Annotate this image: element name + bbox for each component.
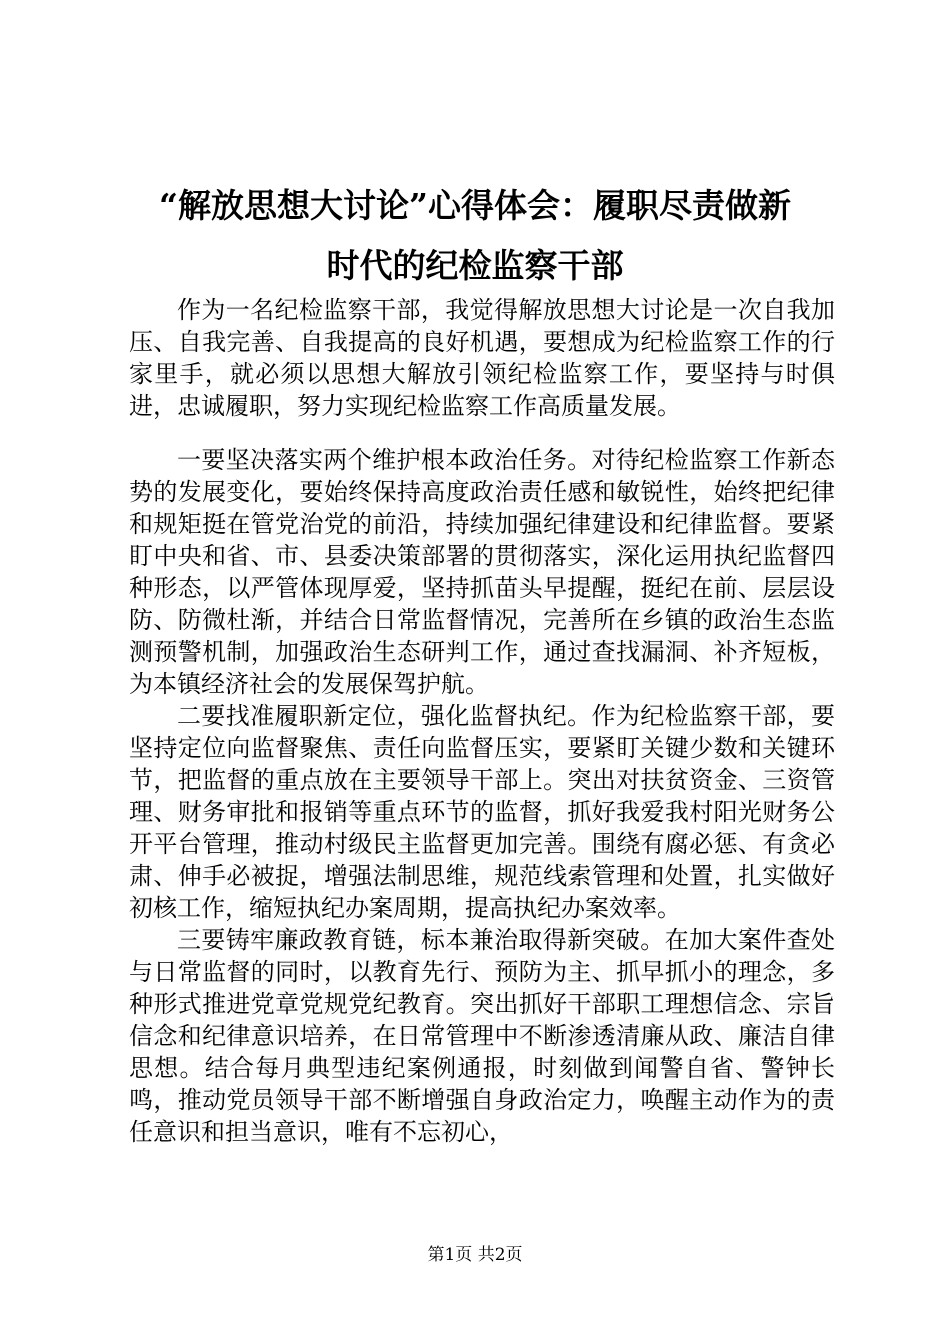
document-body (129, 294, 835, 1148)
page-footer: 第1页 共2页 (427, 1245, 523, 1265)
document-title-line-2: 时代的纪检监察干部 (326, 246, 624, 285)
paragraph-point-3: 三要铸牢廉政教育链，标本兼治取得新突破。在加大案件查处与日常监督的同时，以教育先行、预防为主、抓早抓小的理念，多种形式推进党章党规党纪教育。突出抓好干部职工理想信念、宗旨信念和纪律意识培养，在日常管理中不断渗透清廉从政、廉洁自律思想。结合每月典型违纪案例通报，时刻做到闻警自省、警钟长鸣，推动党员领导干部不断增强自身政治定力，唤醒主动作为的责任意识和担当意识，唯有不忘初心， (129, 926, 835, 1146)
paragraph-point-2: 二要找准履职新定位，强化监督执纪。作为纪检监察干部，要坚持定位向监督聚焦、责任向监督压实，要紧盯关键少数和关键环节，把监督的重点放在主要领导干部上。突出对扶贫资金、三资管理、财务审批和报销等重点环节的监督，抓好我爱我村阳光财务公开平台管理，推动村级民主监督更加完善。围绕有腐必惩、有贪必肃、伸手必被捉，增强法制思维，规范线索管理和处置，扎实做好初核工作，缩短执纪办案周期，提高执纪办案效率。 (129, 702, 835, 922)
paragraph-intro: 作为一名纪检监察干部，我觉得解放思想大讨论是一次自我加压、自我完善、自我提高的良好机遇，要想成为纪检监察工作的行家里手，就必须以思想大解放引领纪检监察工作，要坚持与时俱进，忠诚履职，努力实现纪检监察工作高质量发展。 (129, 296, 835, 420)
document-title-line-1: “解放思想大讨论”心得体会：履职尽责做新 (159, 186, 791, 225)
paragraph-point-1: 一要坚决落实两个维护根本政治任务。对待纪检监察工作新态势的发展变化，要始终保持高度政治责任感和敏锐性，始终把纪律和规矩挺在管党治党的前沿，持续加强纪律建设和纪律监督。要紧盯中央和省、市、县委决策部署的贯彻落实，深化运用执纪监督四种形态，以严管体现厚爱，坚持抓苗头早提醒，挺纪在前、层层设防、防微杜渐，并结合日常监督情况，完善所在乡镇的政治生态监测预警机制，加强政治生态研判工作，通过查找漏洞、补齐短板，为本镇经济社会的发展保驾护航。 (129, 446, 835, 698)
